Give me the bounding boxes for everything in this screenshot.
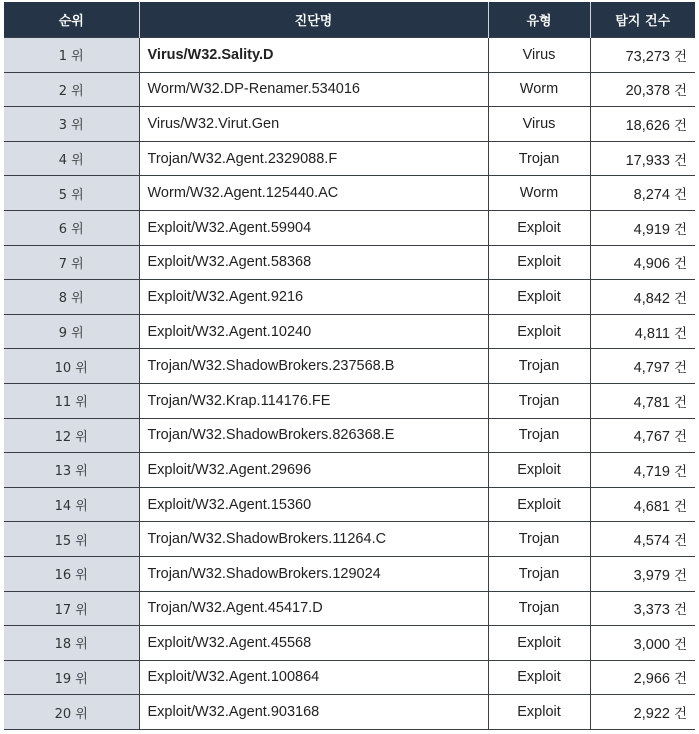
type-cell: Virus — [488, 107, 590, 142]
diagnosis-name-cell: Worm/W32.Agent.125440.AC — [139, 176, 488, 211]
count-unit: 건 — [673, 602, 687, 619]
rank-cell: 6 위 — [4, 210, 139, 245]
count-value: 4,681 — [633, 498, 670, 515]
rank-cell: 12 위 — [4, 418, 139, 453]
count-cell — [590, 245, 695, 280]
rank-cell: 4 위 — [4, 141, 139, 176]
table-row — [4, 383, 695, 418]
diagnosis-name-cell: Exploit/W32.Agent.9216 — [139, 280, 488, 315]
rank-cell: 17 위 — [4, 591, 139, 626]
count-unit: 건 — [673, 290, 687, 307]
table-row — [4, 522, 695, 557]
count-unit: 건 — [673, 83, 687, 100]
count-cell — [590, 626, 695, 661]
table-row — [4, 591, 695, 626]
count-value: 4,919 — [633, 221, 670, 238]
table-row — [4, 107, 695, 142]
count-unit: 건 — [673, 394, 687, 411]
type-cell: Worm — [488, 176, 590, 211]
count-cell — [590, 38, 695, 73]
rank-cell: 19 위 — [4, 660, 139, 695]
count-unit: 건 — [673, 117, 687, 134]
count-value: 4,574 — [633, 533, 670, 550]
type-cell: Exploit — [488, 280, 590, 315]
count-value: 4,811 — [634, 325, 670, 342]
type-cell: Exploit — [488, 487, 590, 522]
count-unit: 건 — [673, 187, 687, 204]
count-cell — [590, 314, 695, 349]
count-cell — [590, 72, 695, 107]
count-cell — [590, 418, 695, 453]
count-unit: 건 — [673, 498, 687, 515]
rank-cell: 15 위 — [4, 522, 139, 557]
type-cell: Trojan — [488, 349, 590, 384]
rank-cell: 20 위 — [4, 695, 139, 730]
type-cell: Exploit — [488, 245, 590, 280]
count-cell — [590, 280, 695, 315]
count-unit: 건 — [673, 671, 687, 688]
count-cell — [590, 176, 695, 211]
count-unit: 건 — [673, 567, 687, 584]
count-cell — [590, 141, 695, 176]
diagnosis-name-cell: Worm/W32.DP-Renamer.534016 — [139, 72, 488, 107]
header-rank: 순위 — [4, 2, 139, 38]
diagnosis-name-cell: Exploit/W32.Agent.59904 — [139, 210, 488, 245]
table-row — [4, 38, 695, 73]
count-value: 2,922 — [633, 706, 670, 723]
table-row — [4, 141, 695, 176]
diagnosis-name-cell: Trojan/W32.ShadowBrokers.237568.B — [139, 349, 488, 384]
rank-cell: 16 위 — [4, 556, 139, 591]
rank-cell: 10 위 — [4, 349, 139, 384]
type-cell: Worm — [488, 72, 590, 107]
diagnosis-name-cell: Trojan/W32.ShadowBrokers.129024 — [139, 556, 488, 591]
type-cell: Trojan — [488, 556, 590, 591]
count-cell — [590, 660, 695, 695]
rank-cell: 7 위 — [4, 245, 139, 280]
diagnosis-name-cell: Exploit/W32.Agent.100864 — [139, 660, 488, 695]
diagnosis-name-cell: Virus/W32.Virut.Gen — [139, 107, 488, 142]
count-unit: 건 — [673, 463, 687, 480]
header-count: 탐지 건수 — [590, 2, 695, 38]
count-unit: 건 — [673, 636, 687, 653]
type-cell: Trojan — [488, 418, 590, 453]
diagnosis-name-cell: Trojan/W32.Agent.45417.D — [139, 591, 488, 626]
type-cell: Trojan — [488, 141, 590, 176]
count-value: 4,842 — [633, 290, 670, 307]
table-row — [4, 487, 695, 522]
table-header-row — [4, 2, 695, 38]
diagnosis-name-cell: Exploit/W32.Agent.10240 — [139, 314, 488, 349]
count-cell — [590, 453, 695, 488]
count-cell — [590, 383, 695, 418]
header-name: 진단명 — [139, 2, 488, 38]
table-row — [4, 280, 695, 315]
rank-cell: 13 위 — [4, 453, 139, 488]
count-unit: 건 — [673, 533, 687, 550]
rank-cell: 1 위 — [4, 38, 139, 73]
count-cell — [590, 487, 695, 522]
diagnosis-name-cell: Virus/W32.Sality.D — [139, 38, 488, 73]
table-row — [4, 660, 695, 695]
diagnosis-name-cell: Exploit/W32.Agent.58368 — [139, 245, 488, 280]
count-cell — [590, 107, 695, 142]
rank-cell: 18 위 — [4, 626, 139, 661]
count-value: 17,933 — [625, 152, 670, 169]
type-cell: Exploit — [488, 210, 590, 245]
type-cell: Exploit — [488, 695, 590, 730]
count-cell — [590, 591, 695, 626]
count-value: 4,797 — [633, 360, 670, 377]
type-cell: Trojan — [488, 591, 590, 626]
count-value: 4,906 — [633, 256, 670, 273]
count-value: 20,378 — [625, 83, 670, 100]
count-value: 3,000 — [633, 636, 670, 653]
type-cell: Exploit — [488, 660, 590, 695]
count-value: 4,781 — [633, 394, 670, 411]
count-value: 2,966 — [633, 671, 670, 688]
type-cell: Virus — [488, 38, 590, 73]
count-cell — [590, 522, 695, 557]
type-cell: Trojan — [488, 522, 590, 557]
count-unit: 건 — [673, 360, 687, 377]
rank-cell: 5 위 — [4, 176, 139, 211]
table-row — [4, 556, 695, 591]
diagnosis-name-cell: Exploit/W32.Agent.45568 — [139, 626, 488, 661]
count-value: 73,273 — [625, 48, 670, 65]
count-cell — [590, 210, 695, 245]
diagnosis-name-cell: Trojan/W32.ShadowBrokers.11264.C — [139, 522, 488, 557]
rank-cell: 2 위 — [4, 72, 139, 107]
count-unit: 건 — [673, 325, 687, 342]
count-unit: 건 — [673, 221, 687, 238]
type-cell: Exploit — [488, 453, 590, 488]
type-cell: Exploit — [488, 626, 590, 661]
table-row — [4, 626, 695, 661]
count-unit: 건 — [673, 152, 687, 169]
count-cell — [590, 556, 695, 591]
count-unit: 건 — [673, 48, 687, 65]
diagnosis-name-cell: Exploit/W32.Agent.903168 — [139, 695, 488, 730]
count-value: 18,626 — [625, 117, 670, 134]
count-value: 4,767 — [633, 429, 670, 446]
count-value: 3,979 — [633, 567, 670, 584]
table-row — [4, 418, 695, 453]
count-unit: 건 — [673, 429, 687, 446]
diagnosis-name-cell: Trojan/W32.ShadowBrokers.826368.E — [139, 418, 488, 453]
count-cell — [590, 349, 695, 384]
rank-cell: 8 위 — [4, 280, 139, 315]
table-row — [4, 695, 695, 730]
table-row — [4, 176, 695, 211]
table-row — [4, 210, 695, 245]
count-cell — [590, 695, 695, 730]
table-row — [4, 349, 695, 384]
type-cell: Exploit — [488, 314, 590, 349]
type-cell: Trojan — [488, 383, 590, 418]
count-value: 3,373 — [633, 602, 670, 619]
table-body — [4, 38, 695, 730]
malware-ranking-table — [4, 2, 695, 730]
rank-cell: 9 위 — [4, 314, 139, 349]
rank-cell: 14 위 — [4, 487, 139, 522]
header-type: 유형 — [488, 2, 590, 38]
rank-cell: 3 위 — [4, 107, 139, 142]
rank-cell: 11 위 — [4, 383, 139, 418]
count-unit: 건 — [673, 256, 687, 273]
count-unit: 건 — [673, 706, 687, 723]
table-row — [4, 72, 695, 107]
diagnosis-name-cell: Exploit/W32.Agent.15360 — [139, 487, 488, 522]
table-row — [4, 314, 695, 349]
count-value: 4,719 — [633, 463, 670, 480]
table-row — [4, 453, 695, 488]
diagnosis-name-cell: Trojan/W32.Agent.2329088.F — [139, 141, 488, 176]
diagnosis-name-cell: Exploit/W32.Agent.29696 — [139, 453, 488, 488]
count-value: 8,274 — [633, 187, 670, 204]
diagnosis-name-cell: Trojan/W32.Krap.114176.FE — [139, 383, 488, 418]
table-row — [4, 245, 695, 280]
